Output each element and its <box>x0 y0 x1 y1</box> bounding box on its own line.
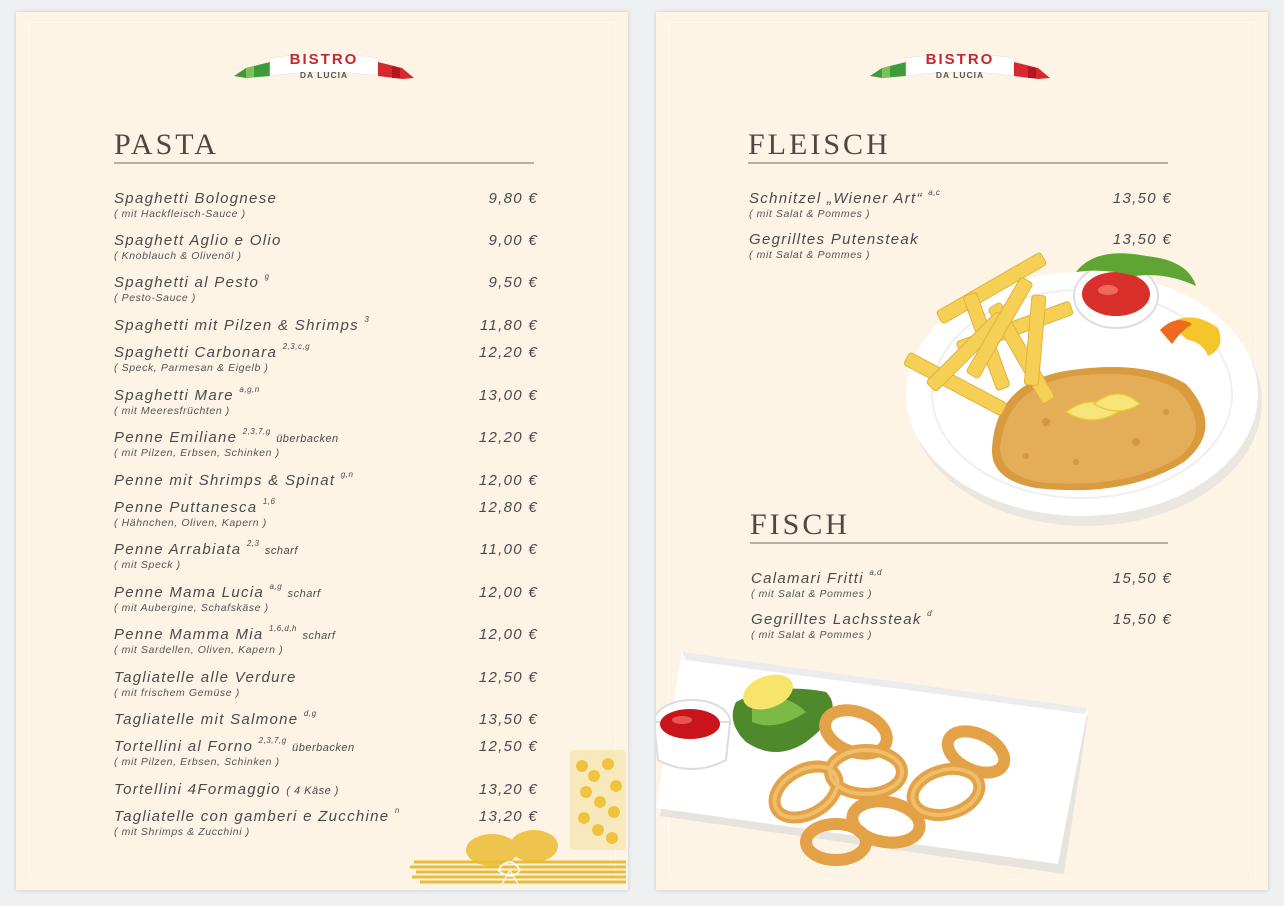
logo-title: BISTRO <box>289 51 359 68</box>
menu-item-title: Gegrilltes Putensteak <box>749 231 919 248</box>
schnitzel-photo <box>896 252 1268 534</box>
menu-item-price: 12,00 € <box>478 584 538 601</box>
menu-item-description: ( mit Salat & Pommes ) <box>751 629 873 641</box>
menu-item-price: 13,50 € <box>1112 231 1172 248</box>
menu-item-name <box>114 626 335 643</box>
section-title-pasta: PASTA <box>114 128 219 161</box>
menu-item-description: ( Hähnchen, Oliven, Kapern ) <box>114 517 267 529</box>
allergen-codes: 2,3,7,g <box>242 427 271 436</box>
logo-subtitle: DA LUCIA <box>299 70 349 80</box>
menu-item-description: ( mit Salat & Pommes ) <box>751 588 873 600</box>
menu-item-description: ( mit Pilzen, Erbsen, Schinken ) <box>114 756 280 768</box>
menu-item-price: 13,20 € <box>478 781 538 798</box>
menu-item-note: überbacken <box>276 433 339 445</box>
menu-item-description: ( mit Shrimps & Zucchini ) <box>114 826 250 838</box>
menu-item-name <box>749 231 919 248</box>
menu-item-price: 12,20 € <box>478 344 538 361</box>
menu-item-note: ( 4 Käse ) <box>286 785 339 797</box>
calamari-photo <box>656 642 1096 874</box>
menu-item-title: Penne Mama Lucia <box>114 584 265 601</box>
menu-item-name <box>114 781 339 798</box>
menu-item-description: ( mit frischem Gemüse ) <box>114 687 240 699</box>
menu-item-description: ( mit Meeresfrüchten ) <box>114 405 230 417</box>
menu-item-price: 13,50 € <box>1112 190 1172 207</box>
allergen-codes: g <box>264 272 270 281</box>
menu-item-title: Spaghetti Bolognese <box>114 190 278 207</box>
menu-item-price: 15,50 € <box>1112 570 1172 587</box>
menu-item <box>114 387 538 421</box>
bistro-logo <box>232 48 416 92</box>
menu-item-description: ( mit Hackfleisch-Sauce ) <box>114 208 246 220</box>
menu-item-price: 12,20 € <box>478 429 538 446</box>
menu-page-left <box>16 12 628 890</box>
menu-item-name <box>114 738 355 755</box>
menu-item-title: Spaghetti Mare <box>114 387 234 404</box>
menu-item-price: 13,00 € <box>478 387 538 404</box>
menu-item-price: 12,00 € <box>478 626 538 643</box>
menu-item-title: Penne mit Shrimps & Spinat <box>114 472 336 489</box>
allergen-codes: 3 <box>364 315 370 324</box>
menu-item <box>114 232 538 266</box>
allergen-codes: a,c <box>928 188 941 197</box>
menu-item <box>751 570 1172 604</box>
allergen-codes: a,g <box>269 582 283 591</box>
menu-item-title: Penne Emiliane <box>114 429 238 446</box>
menu-item-title: Tortellini 4Formaggio <box>114 781 281 798</box>
menu-item <box>114 626 538 660</box>
menu-item-name <box>751 611 932 628</box>
menu-item-note: scharf <box>302 630 336 642</box>
menu-item <box>751 611 1172 645</box>
menu-item <box>114 274 538 308</box>
menu-item <box>114 429 538 463</box>
menu-item-description: ( mit Aubergine, Schafskäse ) <box>114 602 269 614</box>
menu-item-name <box>114 711 317 728</box>
menu-item-price: 11,00 € <box>479 541 538 558</box>
allergen-codes: 1,6 <box>262 497 276 506</box>
menu-item-name <box>114 472 353 489</box>
menu-item-description: ( mit Pilzen, Erbsen, Schinken ) <box>114 447 280 459</box>
allergen-codes: 2,3,c,g <box>282 342 311 351</box>
menu-page-right <box>656 12 1268 890</box>
menu-item <box>114 584 538 618</box>
menu-item-title: Tagliatelle alle Verdure <box>114 669 297 686</box>
menu-item-title: Spaghetti Carbonara <box>114 344 278 361</box>
menu-item <box>114 190 538 224</box>
menu-item-name <box>751 570 882 587</box>
menu-item-price: 13,50 € <box>478 711 538 728</box>
menu-item-description: ( mit Salat & Pommes ) <box>749 208 871 220</box>
menu-item-name <box>114 669 297 686</box>
section-rule-pasta <box>114 162 534 164</box>
section-title-fleisch: FLEISCH <box>748 128 891 161</box>
menu-item-name <box>114 584 321 601</box>
menu-item-name <box>114 429 339 446</box>
menu-item-note: scharf <box>287 588 321 600</box>
menu-item-title: Tortellini al Forno <box>114 738 254 755</box>
section-rule-fisch <box>750 542 1168 544</box>
allergen-codes: a,d <box>869 568 882 577</box>
menu-item-price: 12,80 € <box>478 499 538 516</box>
menu-item-title: Gegrilltes Lachssteak <box>751 611 922 628</box>
section-title-fisch: FISCH <box>750 508 851 541</box>
menu-item-description: ( mit Speck ) <box>114 559 181 571</box>
menu-item-title: Tagliatelle mit Salmone <box>114 711 299 728</box>
menu-item-price: 15,50 € <box>1112 611 1172 628</box>
menu-item <box>114 669 538 703</box>
menu-item-description: ( Knoblauch & Olivenöl ) <box>114 250 242 262</box>
menu-item-price: 9,50 € <box>488 274 538 291</box>
menu-item-title: Tagliatelle con gamberi e Zucchine <box>114 808 390 825</box>
allergen-codes: 1,6,d,h <box>269 624 297 633</box>
menu-item-title: Spaghetti al Pesto <box>114 274 260 291</box>
menu-item-note: scharf <box>264 545 298 557</box>
menu-item-title: Spaghett Aglio e Olio <box>114 232 282 249</box>
menu-item-name <box>114 232 282 249</box>
allergen-codes: 2,3 <box>246 539 260 548</box>
menu-item-price: 12,50 € <box>478 669 538 686</box>
allergen-codes: 2,3,7,g <box>258 736 287 745</box>
menu-item-name <box>114 387 260 404</box>
menu-item-title: Calamari Fritti <box>751 570 864 587</box>
menu-item-description: ( mit Salat & Pommes ) <box>749 249 871 261</box>
menu-item-description: ( Speck, Parmesan & Eigelb ) <box>114 362 269 374</box>
section-rule-fleisch <box>748 162 1168 164</box>
menu-item-price: 9,00 € <box>488 232 538 249</box>
menu-item-name <box>114 344 310 361</box>
menu-item-description: ( mit Sardellen, Oliven, Kapern ) <box>114 644 284 656</box>
menu-item-title: Penne Mamma Mia <box>114 626 264 643</box>
menu-item-name <box>114 317 369 334</box>
menu-item-name <box>114 541 298 558</box>
menu-item-title: Spaghetti mit Pilzen & Shrimps <box>114 317 359 334</box>
menu-item <box>114 499 538 533</box>
menu-item-title: Penne Arrabiata <box>114 541 242 558</box>
menu-item-price: 12,00 € <box>478 472 538 489</box>
menu-item-name <box>114 808 400 825</box>
menu-item <box>114 541 538 575</box>
menu-item-title: Penne Puttanesca <box>114 499 258 516</box>
allergen-codes: d <box>927 609 933 618</box>
menu-item-name <box>749 190 940 207</box>
menu-item-price: 12,50 € <box>478 738 538 755</box>
menu-item-name <box>114 274 270 291</box>
pasta-photo <box>394 746 628 886</box>
menu-item-name <box>114 190 277 207</box>
logo-title: BISTRO <box>925 51 995 68</box>
allergen-codes: n <box>394 806 400 815</box>
menu-item-price: 11,80 € <box>479 317 538 334</box>
menu-item-price: 9,80 € <box>488 190 538 207</box>
menu-item-name <box>114 499 276 516</box>
logo-subtitle: DA LUCIA <box>935 70 985 80</box>
allergen-codes: d,g <box>303 709 317 718</box>
menu-item-description: ( Pesto-Sauce ) <box>114 292 196 304</box>
bistro-logo <box>868 48 1052 92</box>
allergen-codes: a,g,n <box>239 385 260 394</box>
menu-item-title: Schnitzel „Wiener Art“ <box>749 190 923 207</box>
menu-item-price: 13,20 € <box>478 808 538 825</box>
menu-item <box>114 344 538 378</box>
allergen-codes: g,n <box>340 470 354 479</box>
menu-item <box>749 190 1172 224</box>
menu-item-note: überbacken <box>292 742 355 754</box>
